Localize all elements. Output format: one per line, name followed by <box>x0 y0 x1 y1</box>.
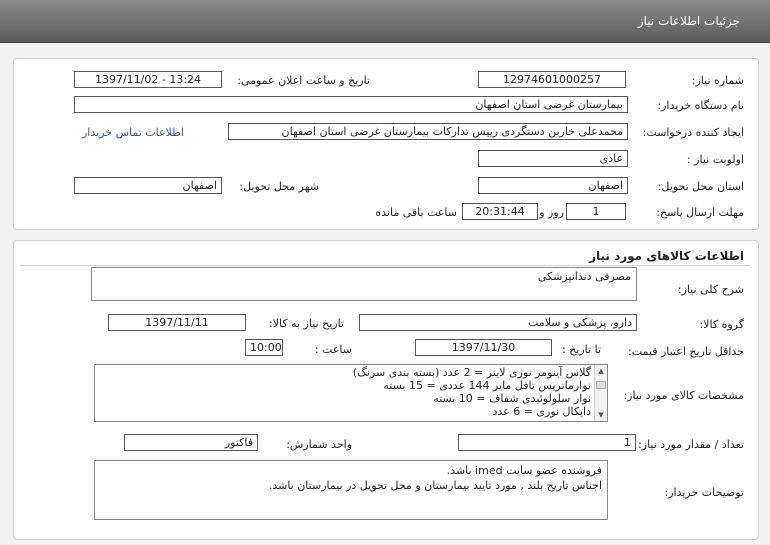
need-number-label: شماره نیاز: <box>691 74 744 87</box>
scroll-down-icon[interactable]: ▼ <box>598 411 604 419</box>
group-label: گروه کالا: <box>699 318 744 331</box>
window-titlebar <box>0 0 770 43</box>
section-divider <box>20 265 750 266</box>
city-label: شهر محل تحویل: <box>239 180 319 193</box>
scroll-thumb[interactable] <box>596 381 606 389</box>
qty-field: 1 <box>458 434 636 451</box>
remaining-text: ساعت باقی مانده <box>375 206 457 219</box>
spec-item: دایکال نوری = 6 عدد <box>492 405 591 418</box>
page-title: جزئیات اطلاعات نیاز <box>637 14 740 28</box>
specs-list[interactable] <box>94 364 608 422</box>
goods-section-title: اطلاعات کالاهای مورد نیاز <box>589 249 744 263</box>
summary-field: مصرفی دندانپزشکی <box>91 267 637 301</box>
summary-label: شرح کلی نیاز: <box>677 283 744 296</box>
contact-buyer-link[interactable]: اطلاعات تماس خریدار <box>82 126 184 139</box>
note-line: فروشنده عضو سایت imed باشد. <box>446 464 602 477</box>
qty-label: تعداد / مقدار مورد نیاز: <box>638 438 744 451</box>
announce-field: 1397/11/02 - 13:24 <box>74 71 222 88</box>
deadline-days-field: 1 <box>566 203 626 220</box>
spec-item: نوارماتریس تافل مایر 144 عددی = 15 بسته <box>383 379 591 392</box>
specs-label: مشخصات کالای مورد نیاز: <box>623 389 744 402</box>
province-label: استان محل تحویل: <box>657 180 744 193</box>
buyer-org-label: نام دستگاه خریدار: <box>657 99 744 112</box>
priority-label: اولویت نیاز : <box>686 153 744 166</box>
buyer-org-field: بیمارستان غرضی استان اصفهان <box>74 96 628 113</box>
unit-field: فاکتور <box>124 434 258 451</box>
deadline-time-field: 20:31:44 <box>462 203 538 220</box>
need-date-label: تاریخ نیاز به کالا: <box>269 317 344 330</box>
requester-field: محمدعلی خاربن دستگردی رییس تدارکات بیمارستان غرضی استان اصفهان <box>228 123 628 140</box>
note-line: اجناس تاریخ بلند , مورد تایید بیمارستان و محل تحویل در بیمارستان باشد. <box>268 479 602 492</box>
requester-label: ایجاد کننده درخواست: <box>642 126 744 139</box>
hour-label: ساعت : <box>314 343 352 356</box>
need-date-field: 1397/11/11 <box>108 314 246 331</box>
validity-hour-field: 10:00 <box>245 339 283 356</box>
city-field: اصفهان <box>74 177 222 194</box>
days-word: روز و <box>539 206 564 219</box>
spec-item: نوار سلولوئیدی شفاف = 10 بسته <box>433 392 591 405</box>
validity-date-field: 1397/11/30 <box>415 339 552 356</box>
specs-scrollbar[interactable] <box>594 365 607 421</box>
unit-label: واحد شمارش: <box>286 438 352 451</box>
scroll-up-icon[interactable]: ▲ <box>598 367 604 375</box>
deadline-label: مهلت ارسال پاسخ: <box>656 206 744 219</box>
notes-label: توضیحات خریدار: <box>664 486 744 499</box>
announce-label: تاریخ و ساعت اعلان عمومی: <box>237 74 370 87</box>
need-number-field: 12974601000257 <box>478 71 626 88</box>
group-field: دارو، پزشکی و سلامت <box>359 314 637 331</box>
spec-item: گلاس آینومر نوری لاینر = 2 عدد (بسته بندی سرنگ) <box>352 366 591 379</box>
province-field: اصفهان <box>478 177 628 194</box>
priority-field: عادی <box>478 150 628 167</box>
until-date-label: تا تاریخ : <box>562 343 601 356</box>
buyer-notes <box>94 460 608 520</box>
validity-label: حداقل تاریخ اعتبار قیمت: <box>628 345 744 358</box>
